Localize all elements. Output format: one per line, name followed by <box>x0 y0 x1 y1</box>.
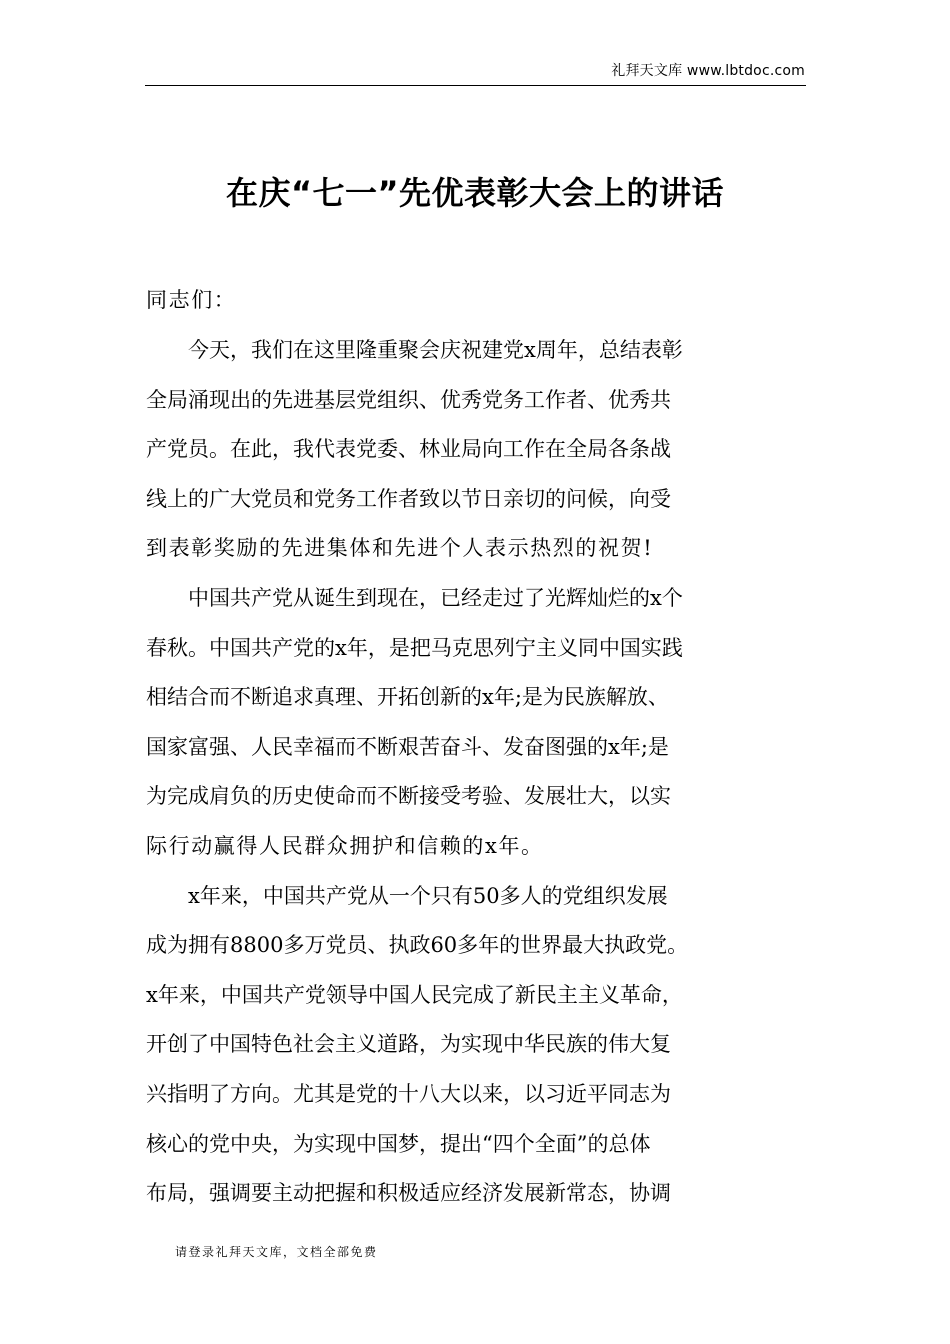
document-title: 在庆“七一”先优表彰大会上的讲话 <box>225 174 725 212</box>
body-line: 线上的广大党员和党务工作者致以节日亲切的问候，向受 <box>146 486 671 511</box>
body-line: 为完成肩负的历史使命而不断接受考验、发展壮大，以实 <box>146 784 671 809</box>
body-line: 今天，我们在这里隆重聚会庆祝建党x周年，总结表彰 <box>146 338 683 362</box>
body-line: x年来，中国共产党领导中国人民完成了新民主主义革命， <box>146 982 683 1007</box>
body-line: x年来，中国共产党从一个只有50多人的党组织发展 <box>146 883 668 908</box>
body-line: 相结合而不断追求真理、开拓创新的x年;是为民族解放、 <box>146 685 669 710</box>
body-line: 全局涌现出的先进基层党组织、优秀党务工作者、优秀共 <box>146 387 671 412</box>
body-line: 成为拥有8800多万党员、执政60多年的世界最大执政党。 <box>146 933 689 958</box>
body-line: 产党员。在此，我代表党委、林业局向工作在全局各条战 <box>146 437 671 462</box>
page-footer-text: 请登录礼拜天文库，文档全部免费 <box>175 1245 378 1259</box>
body-line: 中国共产党从诞生到现在，已经走过了光辉灿烂的x个 <box>146 586 683 610</box>
header-site-text: 礼拜天文库 www.lbtdoc.com <box>611 63 805 79</box>
header-divider <box>145 85 806 86</box>
body-line: 核心的党中央，为实现中国梦，提出“四个全面”的总体 <box>146 1131 651 1156</box>
body-line: 际行动赢得人民群众拥护和信赖的x年。 <box>146 834 544 858</box>
salutation: 同志们： <box>146 288 237 312</box>
body-line: 兴指明了方向。尤其是党的十八大以来，以习近平同志为 <box>146 1082 671 1106</box>
body-line: 国家富强、人民幸福而不断艰苦奋斗、发奋图强的x年;是 <box>146 734 669 759</box>
body-line: 布局，强调要主动把握和积极适应经济发展新常态，协调 <box>146 1181 671 1206</box>
body-line: 到表彰奖励的先进集体和先进个人表示热烈的祝贺! <box>146 536 654 561</box>
body-line: 春秋。中国共产党的x年，是把马克思列宁主义同中国实践 <box>146 635 683 660</box>
body-line: 开创了中国特色社会主义道路，为实现中华民族的伟大复 <box>146 1032 671 1057</box>
